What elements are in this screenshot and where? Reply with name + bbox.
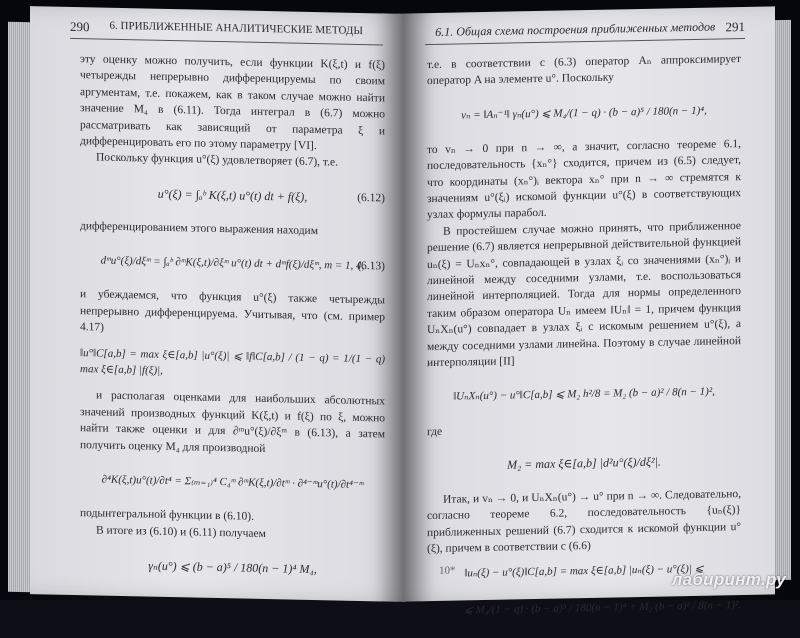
formula-norm-estimate bbox=[80, 342, 385, 388]
page-edges-right bbox=[773, 20, 791, 580]
formula-gamma-estimate bbox=[80, 544, 385, 590]
paragraph: В простейшем случае можно принять, что приближенное решение (6.7) является непрерывной действительной функцией uₙ(ξ) = Uₙxₙ°, совпадающей в узлах ξᵢ со значениями (xₙ°)ᵢ и линейной между соседними узлами, т.е. воспользоваться линейной интерполяцией. Тогда для нормы определенного таким образом оператора Uₙ имеем ‖Uₙ‖ = 1, причем функция UₙXₙ(u°) совпадает в узлах ξᵢ с искомым решением u°(ξ), а между соседними узлами линейна. Поэтому в случае линейной интерполяции [II] bbox=[427, 219, 741, 370]
paragraph: т.е. в соответствии с (6.3) оператор Aₙ аппроксимирует оператор A на элементе u°. Поскольку bbox=[427, 53, 741, 88]
equation-number: (6.12) bbox=[357, 191, 385, 205]
left-running-title: 6. ПРИБЛИЖЕННЫЕ АНАЛИТИЧЕСКИЕ МЕТОДЫ bbox=[109, 19, 363, 38]
formula-text: ‖UₙXₙ(u°) − u°‖C[a,b] ⩽ M₂ h²/8 = M₂ (b − a)² / 8(n − 1)², bbox=[453, 385, 715, 403]
formula-text: ⩽ M₄/(1 − q) · (b − a)⁵ / 180(n − 1)⁴ + M₂ (b − a)² / 8(n − 1)². bbox=[463, 599, 741, 617]
paragraph: В итоге из (6.10) и (6.11) получаем bbox=[96, 523, 266, 540]
right-page-number: 291 bbox=[725, 19, 745, 35]
paragraph: подынтегральной функции в (6.10). bbox=[80, 507, 254, 523]
formula-text: vₙ = ‖Aₙ⁻¹‖ γₙ(u°) ⩽ M₄/(1 − q) · (b − a)⁵ / 180(n − 1)⁴, bbox=[461, 104, 707, 122]
paragraph: эту оценку можно получить, если функции K(ξ,t) и f(ξ) четырежды непрерывно дифференцируемы по своим аргументам, т.е. покажем, как в таком случае можно найти значение M₄ в (6.11). Тогда интеграл в (6.7) можно рассматривать как зависящий от параметра ξ и дифференцировать его по этому параметру [VI]. bbox=[80, 53, 385, 153]
right-running-title: 6.1. Общая схема построения приближенных методов bbox=[435, 19, 716, 39]
formula-text: u°(ξ) = ∫ₐᵇ K(ξ,t) u°(t) dt + f(ξ), bbox=[157, 186, 308, 204]
paragraph: Поскольку функция u°(ξ) удовлетворяет (6.7), т.е. bbox=[96, 151, 338, 169]
paragraph: дифференцированием этого выражения находим bbox=[80, 219, 318, 237]
page-edges-left bbox=[8, 22, 32, 593]
formula-v-n bbox=[427, 90, 741, 136]
right-page-text bbox=[427, 51, 741, 638]
equation-number: (6.13) bbox=[357, 259, 385, 273]
watermark-logo: лабиринт.ру bbox=[671, 570, 786, 589]
formula-6-12 bbox=[80, 172, 385, 218]
formula-interpolation-error bbox=[427, 372, 741, 418]
formula-text: ‖uₙ(ξ) − u°(ξ)‖C[a,b] = max ξ∈[a,b] |uₙ(ξ) − u°(ξ)| ⩽ bbox=[464, 563, 704, 580]
paragraph: где bbox=[427, 425, 443, 438]
paragraph: и располагая оценками для наибольших абсолютных значений производных функций K(ξ,t) и f(ξ) по ξ, можно найти также оценки и для ∂ᵐu°(ξ)/∂ξᵐ в (6.13), а затем получить оценку M₄ для производной bbox=[80, 389, 385, 455]
left-page-number: 290 bbox=[70, 18, 90, 35]
formula-m2 bbox=[427, 440, 741, 486]
left-page-header bbox=[70, 19, 383, 46]
formula-6-13 bbox=[80, 240, 385, 286]
paragraph: то vₙ → 0 при n → ∞, а значит, согласно теореме 6.1, последовательность {xₙ°} сходится, причем из (6.5) следует, что координаты (xₙ°)ᵢ вектора xₙ° при n → ∞ стремятся к значениям u°(ξᵢ) искомой функции u°(ξ) в соответствующих узлах формулы парабол. bbox=[427, 137, 741, 222]
formula-text: ‖u°‖C[a,b] = max ξ∈[a,b] |u°(ξ)| ⩽ ‖f‖C[a,b] / (1 − q) = 1/(1 − q) max ξ∈[a,b] |f(ξ)|, bbox=[80, 347, 385, 378]
right-page bbox=[403, 6, 775, 617]
formula-text: ∂⁴K(ξ,t)u°(t)/∂t⁴ = Σ₍ₘ₌₁₎⁴ C₄ᵐ ∂ᵐK(ξ,t)/∂tᵐ · ∂⁴⁻ᵐu°(t)/∂t⁴⁻ᵐ bbox=[101, 473, 364, 491]
formula-fourth-derivative bbox=[80, 459, 385, 505]
formula-text: dᵐu°(ξ)/dξᵐ = ∫ₐᵇ ∂ᵐK(ξ,t)/∂ξᵐ u°(t) dt + dᵐf(ξ)/dξᵐ, m = 1, 4, bbox=[100, 254, 365, 273]
right-page-header bbox=[425, 19, 745, 45]
formula-final-estimate-line2 bbox=[427, 586, 741, 632]
paragraph: Итак, и vₙ → 0, и UₙXₙ(u°) → u° при n → ∞. Следовательно, согласно теореме 6.2, последовательность {uₙ(ξ)} приближенных решений (6.7) сходится к искомой функции u°(ξ), причем в соответствии с (6.6) bbox=[427, 487, 741, 556]
left-page-text bbox=[80, 51, 385, 596]
paragraph: и убеждаемся, что функция u°(ξ) также четырежды непрерывно дифференцируема. Учитывая, что (см. пример 4.17) bbox=[80, 288, 385, 334]
formula-text: M₂ = max ξ∈[a,b] |d²u°(ξ)/dξ²|. bbox=[507, 454, 661, 472]
left-page bbox=[30, 6, 405, 602]
signature-mark: 10* bbox=[439, 564, 456, 577]
formula-text: γₙ(u°) ⩽ (b − a)⁵ / 180(n − 1)⁴ M₄, bbox=[148, 558, 317, 576]
